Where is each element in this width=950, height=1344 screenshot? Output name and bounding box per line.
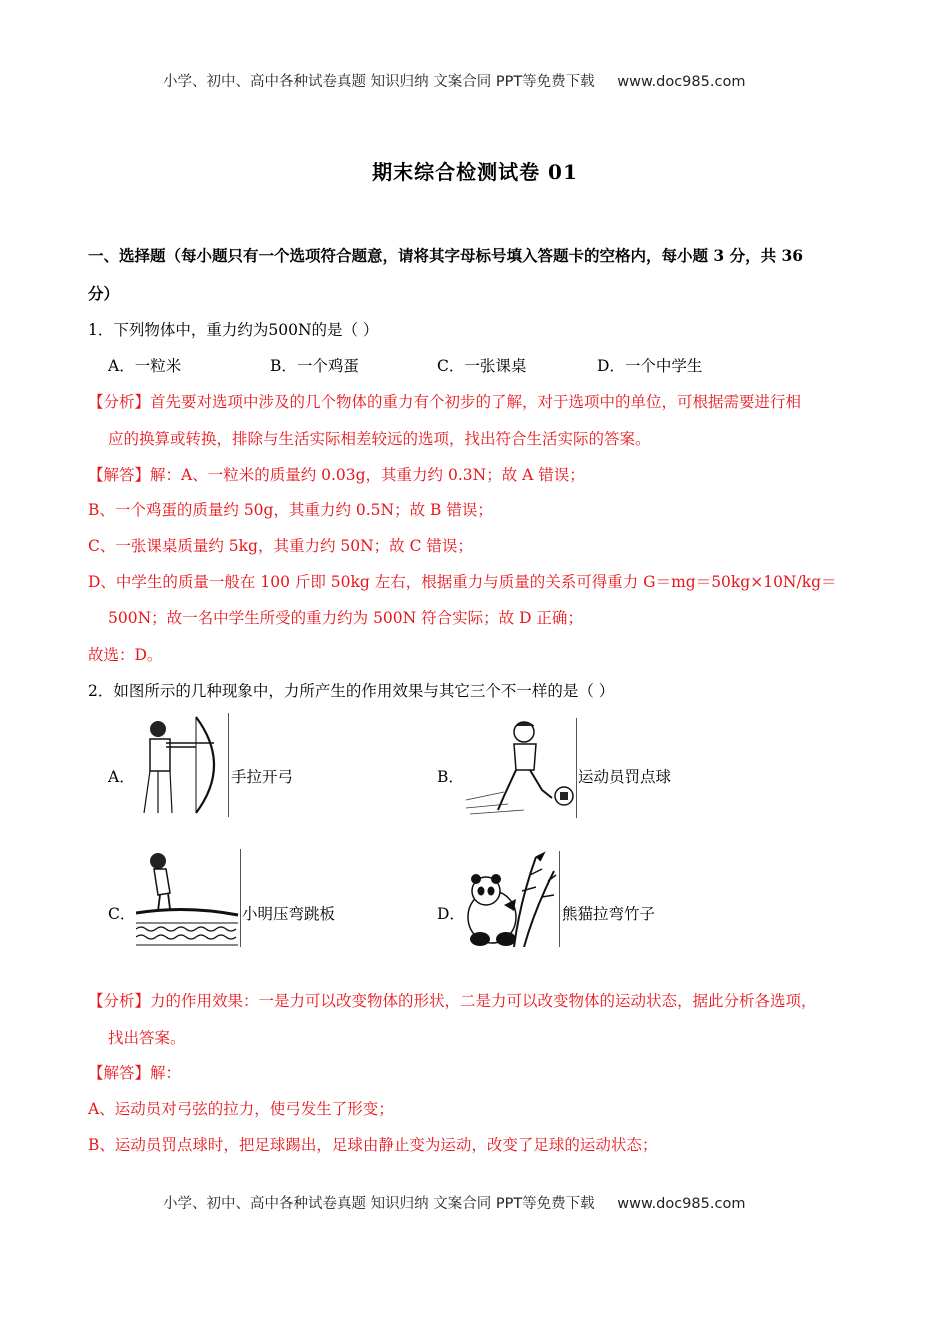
footer-url: www.doc985.com xyxy=(617,1196,746,1212)
q1-option-c: C．一张课桌 xyxy=(437,357,527,375)
q2-option-d-caption: 熊猫拉弯竹子 xyxy=(562,905,656,923)
q2-analysis-line1: 【分析】力的作用效果：一是力可以改变物体的形状，二是力可以改变物体的运动状态，据此分析各选项， xyxy=(88,992,817,1010)
page-title: 期末综合检测试卷 01 xyxy=(372,160,578,184)
page-footer xyxy=(163,1192,745,1213)
q1-answer-c: C、一张课桌质量约 5kg，其重力约 50N；故 C 错误； xyxy=(88,537,473,555)
q2-option-c-caption: 小明压弯跳板 xyxy=(242,905,336,923)
q1-option-b: B．一个鸡蛋 xyxy=(270,357,359,375)
q1-answer-d-line2: 500N；故一名中学生所受的重力约为 500N 符合实际；故 D 正确； xyxy=(108,609,583,627)
q1-option-a: A．一粒米 xyxy=(108,357,182,375)
q2-option-c-letter: C． xyxy=(108,905,136,923)
q1-option-d: D．一个中学生 xyxy=(597,357,703,375)
q2-stem: 2．如图所示的几种现象中，力所产生的作用效果与其它三个不一样的是（ ） xyxy=(88,682,615,700)
q2-option-b-caption: 运动员罚点球 xyxy=(578,768,672,786)
q1-answer-b: B、一个鸡蛋的质量约 50g，其重力约 0.5N；故 B 错误； xyxy=(88,501,493,519)
q1-analysis-line2: 应的换算或转换，排除与生活实际相差较远的选项，找出符合生活实际的答案。 xyxy=(108,430,651,448)
page-header xyxy=(163,70,745,91)
q2-analysis-line2: 找出答案。 xyxy=(108,1029,186,1047)
soccer-player-image xyxy=(464,718,577,818)
header-url: www.doc985.com xyxy=(617,74,746,90)
diver-image xyxy=(136,849,241,947)
footer-text: 小学、初中、高中各种试卷真题 知识归纳 文案合同 PPT等免费下载 xyxy=(163,1196,595,1212)
q1-answer-d-line1: D、中学生的质量一般在 100 斤即 50kg 左右，根据重力与质量的关系可得重力 G＝mg＝50kg×10N/kg＝ xyxy=(88,573,837,591)
section-heading-line1: 一、选择题（每小题只有一个选项符合题意，请将其字母标号填入答题卡的空格内，每小题 3 分，共 36 xyxy=(88,246,804,265)
archer-image xyxy=(136,713,229,817)
q1-analysis-line1: 【分析】首先要对选项中涉及的几个物体的重力有个初步的了解，对于选项中的单位，可根据需要进行相 xyxy=(88,393,802,411)
q2-option-a-letter: A． xyxy=(108,768,135,786)
panda-bamboo-image xyxy=(464,851,560,947)
header-text: 小学、初中、高中各种试卷真题 知识归纳 文案合同 PPT等免费下载 xyxy=(163,74,595,90)
q1-choice: 故选：D。 xyxy=(88,646,163,664)
q1-stem: 1．下列物体中，重力约为500N的是（ ） xyxy=(88,321,379,339)
q2-answer-a: A、运动员对弓弦的拉力，使弓发生了形变； xyxy=(88,1100,394,1118)
q2-option-b-letter: B． xyxy=(437,768,464,786)
q2-option-d-letter: D． xyxy=(437,905,465,923)
q2-answer-b: B、运动员罚点球时，把足球踢出，足球由静止变为运动，改变了足球的运动状态； xyxy=(88,1136,658,1154)
q2-option-a-caption: 手拉开弓 xyxy=(231,768,294,786)
q2-answer-head: 【解答】解： xyxy=(88,1064,182,1082)
section-heading-line2: 分） xyxy=(88,284,120,303)
q1-answer-a: 【解答】解：A、一粒米的质量约 0.03g，其重力约 0.3N；故 A 错误； xyxy=(88,466,585,484)
